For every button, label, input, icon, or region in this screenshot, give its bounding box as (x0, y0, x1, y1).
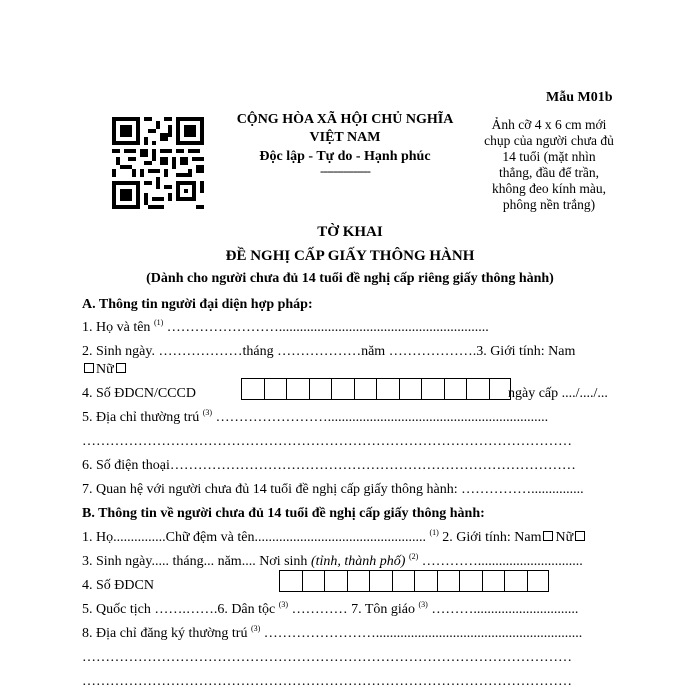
a-birth-gender-field[interactable] (82, 344, 575, 360)
id-digit-box[interactable] (354, 378, 377, 400)
id-digit-box[interactable] (527, 570, 550, 592)
a-female-checkbox[interactable] (84, 363, 94, 373)
b-address-field[interactable] (82, 626, 582, 642)
b-birth-dots: ………….............................. (421, 554, 583, 569)
a-fullname-label: 1. Họ và tên (82, 320, 151, 335)
section-b-heading: B. Thông tin về người chưa đủ 14 tuổi đề nghị cấp giấy thông hành: (82, 506, 485, 521)
header-republic-line1: CỘNG HÒA XÃ HỘI CHỦ NGHĨA (236, 112, 454, 127)
b-female-checkbox[interactable] (575, 531, 585, 541)
id-digit-box[interactable] (421, 378, 444, 400)
a-relationship-field[interactable]: 7. Quan hệ với người chưa đủ 14 tuổi đề nghị cấp giấy thông hành: ……………............... (82, 482, 584, 497)
id-digit-box[interactable] (459, 570, 482, 592)
b-name-text: 1. Họ...............Chữ đệm và tên................................................. (82, 530, 426, 545)
id-digit-box[interactable] (392, 570, 415, 592)
id-digit-box[interactable] (241, 378, 264, 400)
id-digit-box[interactable] (309, 378, 332, 400)
header-motto: Độc lập - Tự do - Hạnh phúc (259, 149, 431, 164)
b-female-label: Nữ (555, 530, 574, 545)
id-digit-box[interactable] (324, 570, 347, 592)
a-birth-gender-text: 2. Sinh ngày. ………………tháng ………………năm ……………….3. Giới tính: Nam (82, 344, 576, 359)
id-digit-box[interactable] (279, 570, 302, 592)
form-title: TỜ KHAI (317, 224, 383, 240)
form-subtitle: ĐỀ NGHỊ CẤP GIẤY THÔNG HÀNH (225, 248, 475, 264)
id-digit-box[interactable] (399, 378, 422, 400)
a-address-line2[interactable]: …………………………………………………………………………………………… (82, 434, 572, 449)
b-address-line3[interactable]: …………………………………………………………………………………………… (82, 674, 572, 689)
id-digit-box[interactable] (331, 378, 354, 400)
b-gender-text: 2. Giới tính: Nam (442, 530, 542, 545)
b-address-line2[interactable]: …………………………………………………………………………………………… (82, 650, 572, 665)
a-address-field[interactable] (82, 410, 548, 426)
photo-placeholder-note: Ảnh cỡ 4 x 6 cm mới chụp của người chưa đủ 14 tuổi (mặt nhìn thẳng, đầu để trần, không đeo kính màu, phông nền trắng) (484, 117, 614, 212)
id-digit-box[interactable] (414, 570, 437, 592)
b-nationality-text: 5. Quốc tịch …….…….6. Dân tộc (82, 602, 276, 617)
b-religion-dots: ……….............................. (431, 602, 579, 617)
id-digit-box[interactable] (347, 570, 370, 592)
a-address-dots: ……………………............................................................... (215, 410, 549, 425)
b-name-gender-field[interactable] (82, 530, 587, 546)
b-birth-place-field[interactable] (82, 554, 583, 570)
a-fullname-field[interactable] (82, 320, 489, 336)
a-id-label: 4. Số ĐDCN/CCCD (82, 386, 196, 401)
a-female-label: Nữ (96, 362, 114, 377)
b-male-checkbox[interactable] (543, 531, 553, 541)
form-code: Mẫu M01b (546, 90, 613, 105)
b-address-label: 8. Địa chỉ đăng ký thường trú (82, 626, 248, 641)
a-gender-female-option[interactable] (82, 362, 128, 378)
b-id-number-boxes[interactable] (279, 570, 549, 592)
a-id-number-boxes[interactable] (241, 378, 511, 400)
b-address-note: (3) (250, 624, 261, 633)
a-address-label: 5. Địa chỉ thường trú (82, 410, 200, 425)
id-digit-box[interactable] (369, 570, 392, 592)
id-digit-box[interactable] (466, 378, 489, 400)
b-religion-note: (3) (418, 600, 428, 609)
a-issue-date[interactable]: ngày cấp ..../..../... (508, 386, 608, 401)
id-digit-box[interactable] (437, 570, 460, 592)
id-digit-box[interactable] (482, 570, 505, 592)
id-digit-box[interactable] (302, 570, 325, 592)
form-scope-note: (Dành cho người chưa đủ 14 tuổi đề nghị cấp riêng giấy thông hành) (146, 271, 554, 286)
id-digit-box[interactable] (444, 378, 467, 400)
b-religion-text: ………… 7. Tôn giáo (291, 602, 415, 617)
qr-code-icon (112, 117, 204, 209)
header-republic-line2: VIỆT NAM (309, 130, 381, 145)
id-digit-box[interactable] (504, 570, 527, 592)
section-a-heading: A. Thông tin người đại diện hợp pháp: (82, 297, 313, 312)
b-birth-note: (2) (408, 552, 419, 561)
b-ethnic-note: (3) (278, 600, 289, 609)
b-birth-place-hint: (tỉnh, thành phố) (310, 554, 406, 569)
id-digit-box[interactable] (286, 378, 309, 400)
b-nationality-field[interactable] (82, 602, 578, 618)
a-fullname-note: (1) (153, 318, 164, 327)
b-address-dots: ……………………........................................................... (263, 626, 583, 641)
a-phone-field[interactable] (82, 458, 576, 474)
a-gender-extra-checkbox[interactable] (116, 363, 126, 373)
b-birth-text: 3. Sinh ngày..... tháng... năm.... Nơi sinh (82, 554, 308, 569)
b-id-label: 4. Số ĐDCN (82, 578, 154, 593)
a-phone-dots: …………………………………………………………………………… (169, 458, 576, 473)
header-rule: --------------- (320, 163, 370, 178)
a-fullname-dots: ……………………............................................................ (166, 320, 489, 335)
id-digit-box[interactable] (376, 378, 399, 400)
b-name-note: (1) (429, 528, 439, 537)
id-digit-box[interactable] (264, 378, 287, 400)
a-address-note: (3) (202, 408, 213, 417)
a-phone-label: 6. Số điện thoại (82, 458, 170, 473)
